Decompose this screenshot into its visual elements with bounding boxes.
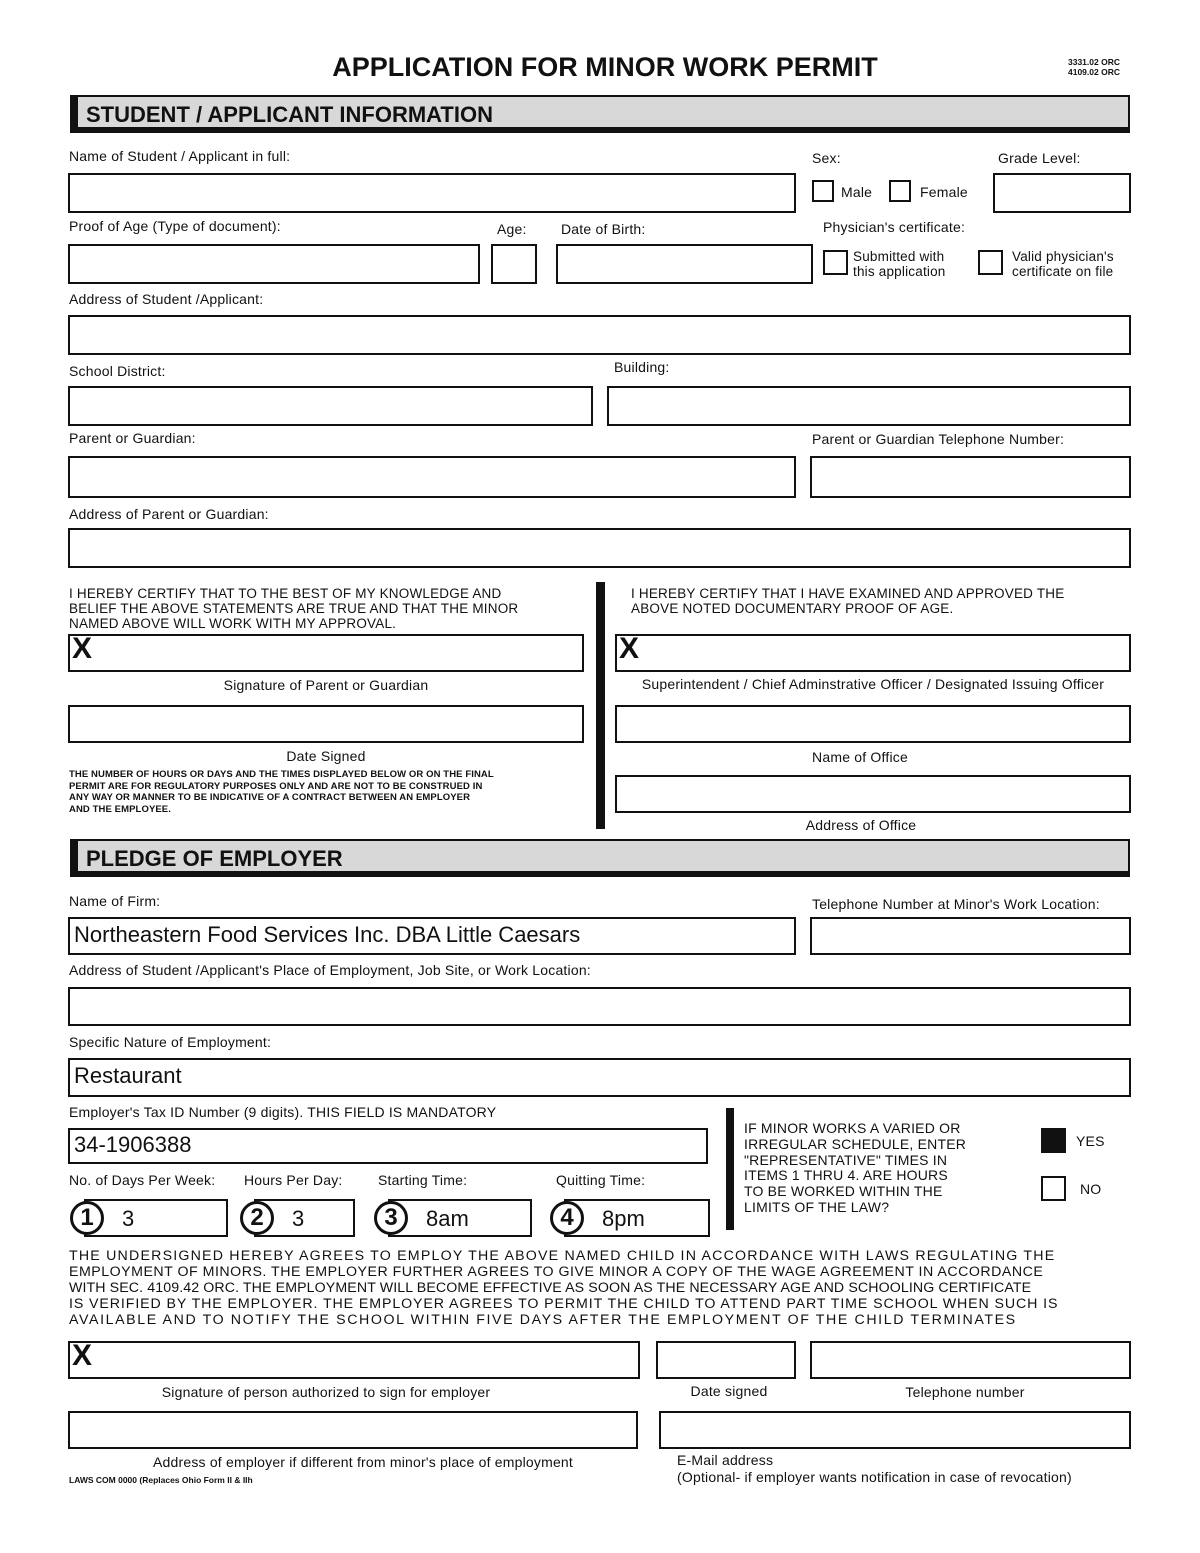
- item-number-1: 1: [70, 1201, 104, 1235]
- signature-x-mark: X: [72, 1339, 93, 1372]
- text-line: I HEREBY CERTIFY THAT I HAVE EXAMINED AND APPROVED THE: [631, 586, 1065, 601]
- name-office-label: Name of Office: [812, 749, 908, 765]
- parent-certify-text: [69, 586, 518, 631]
- email-label: E-Mail address: [677, 1452, 774, 1468]
- officer-signature-field[interactable]: [615, 634, 1131, 672]
- parent-label: Parent or Guardian:: [69, 430, 196, 446]
- sex-label: Sex:: [812, 150, 841, 166]
- physician-on-file-label: [1012, 249, 1114, 279]
- text-line: certificate on file: [1012, 264, 1114, 279]
- text-line: BELIEF THE ABOVE STATEMENTS ARE TRUE AND THAT THE MINOR: [69, 601, 519, 616]
- work-address-field[interactable]: [68, 987, 1131, 1026]
- parent-phone-label: Parent or Guardian Telephone Number:: [812, 431, 1065, 447]
- code-line: 3331.02 ORC: [1068, 57, 1120, 67]
- tax-id-field[interactable]: [68, 1128, 708, 1164]
- text-line: this application: [853, 264, 946, 279]
- text-line: TO BE WORKED WITHIN THE: [744, 1183, 943, 1200]
- nature-field[interactable]: [68, 1058, 1131, 1097]
- employer-telephone-label: Telephone number: [905, 1384, 1025, 1400]
- start-time-field[interactable]: [388, 1199, 532, 1237]
- district-field[interactable]: [68, 386, 593, 426]
- text-line: Valid physician's: [1012, 249, 1114, 264]
- employer-signature-label: Signature of person authorized to sign for employer: [161, 1384, 491, 1400]
- text-line: IRREGULAR SCHEDULE, ENTER: [744, 1135, 967, 1152]
- parent-address-label: Address of Parent or Guardian:: [69, 506, 269, 522]
- text-line: PERMIT ARE FOR REGULATORY PURPOSES ONLY AND ARE NOT TO BE CONSTRUED IN: [69, 780, 483, 792]
- yes-checkbox[interactable]: [1041, 1128, 1066, 1153]
- vertical-divider: [596, 582, 605, 829]
- parent-signature-label: Signature of Parent or Guardian: [223, 677, 429, 693]
- address-office-field[interactable]: [615, 775, 1131, 813]
- parent-address-field[interactable]: [68, 528, 1131, 568]
- tax-id-value: 34-1906388: [74, 1132, 192, 1157]
- date-signed-field[interactable]: [68, 705, 584, 743]
- text-line: "REPRESENTATIVE" TIMES IN: [744, 1151, 948, 1168]
- text-line: WITH SEC. 4109.42 ORC. THE EMPLOYMENT WILL BECOME EFFECTIVE AS SOON AS THE NECESSARY AGE AND SCHOOLING CERTIFICATE: [69, 1280, 1032, 1296]
- physician-submitted-label: [853, 249, 946, 279]
- disclaimer-text: [69, 769, 494, 815]
- employer-telephone-field[interactable]: [810, 1341, 1131, 1379]
- age-field[interactable]: [491, 244, 537, 284]
- parent-signature-field[interactable]: [68, 634, 584, 672]
- text-line: LIMITS OF THE LAW?: [744, 1198, 890, 1215]
- male-label: Male: [841, 184, 873, 200]
- student-name-label: Name of Student / Applicant in full:: [69, 148, 291, 164]
- proof-age-field[interactable]: [68, 244, 480, 284]
- district-label: School District:: [69, 363, 166, 379]
- signature-x-mark: X: [619, 632, 640, 665]
- work-phone-field[interactable]: [810, 917, 1131, 955]
- item-number-3: 3: [374, 1201, 408, 1235]
- hours-label: Hours Per Day:: [244, 1172, 343, 1188]
- start-time-value: 8am: [426, 1206, 469, 1231]
- officer-signature-label: Superintendent / Chief Adminstrative Officer / Designated Issuing Officer: [641, 676, 1105, 692]
- male-checkbox[interactable]: [812, 180, 834, 202]
- tax-id-label: Employer's Tax ID Number (9 digits). THIS FIELD IS MANDATORY: [69, 1104, 497, 1120]
- days-label: No. of Days Per Week:: [69, 1172, 216, 1188]
- varied-schedule-text: [744, 1121, 966, 1216]
- item-number-2: 2: [240, 1201, 274, 1235]
- student-address-field[interactable]: [68, 315, 1131, 355]
- text-line: ANY WAY OR MANNER TO BE INDICATIVE OF A CONTRACT BETWEEN AN EMPLOYER: [69, 792, 471, 803]
- section-header-employer: [70, 839, 1130, 877]
- text-line: THE UNDERSIGNED HEREBY AGREES TO EMPLOY THE ABOVE NAMED CHILD IN ACCORDANCE WITH LAWS REGULATING THE: [69, 1248, 1056, 1264]
- no-checkbox[interactable]: [1041, 1176, 1066, 1201]
- quit-time-field[interactable]: [564, 1199, 710, 1237]
- nature-label: Specific Nature of Employment:: [69, 1034, 272, 1050]
- section-title: PLEDGE OF EMPLOYER: [86, 846, 343, 871]
- physician-label: Physician's certificate:: [823, 219, 966, 235]
- employer-signature-field[interactable]: [68, 1341, 640, 1379]
- building-field[interactable]: [607, 386, 1131, 426]
- text-line: Submitted with: [853, 249, 945, 264]
- text-line: ABOVE NOTED DOCUMENTARY PROOF OF AGE.: [631, 601, 954, 616]
- firm-value: Northeastern Food Services Inc. DBA Little Caesars: [74, 922, 581, 947]
- days-field[interactable]: [84, 1199, 228, 1237]
- dob-label: Date of Birth:: [561, 221, 646, 237]
- code-line: 4109.02 ORC: [1068, 67, 1120, 77]
- section-header-student: [70, 95, 1130, 133]
- officer-certify-text: [631, 586, 1064, 616]
- student-address-label: Address of Student /Applicant:: [69, 291, 264, 307]
- employer-date-label: Date signed: [690, 1383, 768, 1399]
- form-title: APPLICATION FOR MINOR WORK PERMIT: [332, 52, 878, 82]
- nature-value: Restaurant: [74, 1063, 182, 1088]
- quit-label: Quitting Time:: [556, 1172, 646, 1188]
- text-line: IS VERIFIED BY THE EMPLOYER. THE EMPLOYER AGREES TO PERMIT THE CHILD TO ATTEND PART TIME SCHOOL WHEN SUCH IS: [69, 1296, 1059, 1312]
- work-phone-label: Telephone Number at Minor's Work Location:: [812, 896, 1100, 912]
- female-checkbox[interactable]: [889, 180, 911, 202]
- text-line: IF MINOR WORKS A VARIED OR: [744, 1120, 961, 1136]
- name-office-field[interactable]: [615, 705, 1131, 743]
- signature-x-mark: X: [72, 632, 93, 665]
- age-label: Age:: [497, 221, 527, 237]
- agreement-text: [69, 1248, 1126, 1328]
- parent-phone-field[interactable]: [810, 456, 1131, 498]
- text-line: NAMED ABOVE WILL WORK WITH MY APPROVAL.: [69, 616, 397, 631]
- hours-value: 3: [292, 1206, 305, 1231]
- grade-field[interactable]: [993, 173, 1131, 213]
- yes-label: YES: [1076, 1133, 1105, 1149]
- proof-age-label: Proof of Age (Type of document):: [69, 218, 281, 234]
- text-line: THE NUMBER OF HOURS OR DAYS AND THE TIMES DISPLAYED BELOW OR ON THE FINAL: [69, 769, 494, 780]
- building-label: Building:: [614, 359, 670, 375]
- no-label: NO: [1080, 1181, 1102, 1197]
- email-note: (Optional- if employer wants notification in case of revocation): [677, 1469, 1072, 1485]
- grade-label: Grade Level:: [998, 150, 1081, 166]
- item-number-4: 4: [550, 1201, 584, 1235]
- footer-form-number: LAWS COM 0000 (Replaces Ohio Form II & IIh: [69, 1475, 253, 1485]
- start-label: Starting Time:: [378, 1172, 468, 1188]
- employer-address-field[interactable]: [68, 1411, 638, 1449]
- quit-time-value: 8pm: [602, 1206, 645, 1231]
- dob-field[interactable]: [556, 244, 813, 284]
- email-field[interactable]: [659, 1411, 1131, 1449]
- section-title: STUDENT / APPLICANT INFORMATION: [86, 102, 493, 127]
- text-line: AND THE EMPLOYEE.: [69, 803, 171, 815]
- text-line: ITEMS 1 THRU 4. ARE HOURS: [744, 1167, 948, 1184]
- parent-field[interactable]: [68, 456, 796, 498]
- date-signed-label: Date Signed: [286, 748, 366, 764]
- employer-date-field[interactable]: [656, 1341, 796, 1379]
- vertical-divider: [726, 1108, 734, 1230]
- text-line: I HEREBY CERTIFY THAT TO THE BEST OF MY KNOWLEDGE AND: [69, 586, 502, 601]
- firm-field[interactable]: [68, 917, 796, 955]
- firm-label: Name of Firm:: [69, 893, 161, 909]
- text-line: AVAILABLE AND TO NOTIFY THE SCHOOL WITHIN FIVE DAYS AFTER THE EMPLOYMENT OF THE CHILD TERMINATES: [69, 1312, 1017, 1328]
- days-value: 3: [122, 1206, 135, 1231]
- physician-submitted-checkbox[interactable]: [823, 250, 848, 275]
- female-label: Female: [920, 184, 968, 200]
- physician-on-file-checkbox[interactable]: [978, 250, 1003, 275]
- text-line: EMPLOYMENT OF MINORS. THE EMPLOYER FURTHER AGREES TO GIVE MINOR A COPY OF THE WAGE AGREEMENT IN ACCORDANCE: [69, 1264, 1044, 1280]
- form-codes: [1068, 57, 1120, 77]
- employer-address-label: Address of employer if different from minor's place of employment: [152, 1454, 574, 1470]
- student-name-field[interactable]: [68, 173, 796, 213]
- address-office-label: Address of Office: [805, 817, 917, 833]
- work-address-label: Address of Student /Applicant's Place of Employment, Job Site, or Work Location:: [69, 962, 591, 978]
